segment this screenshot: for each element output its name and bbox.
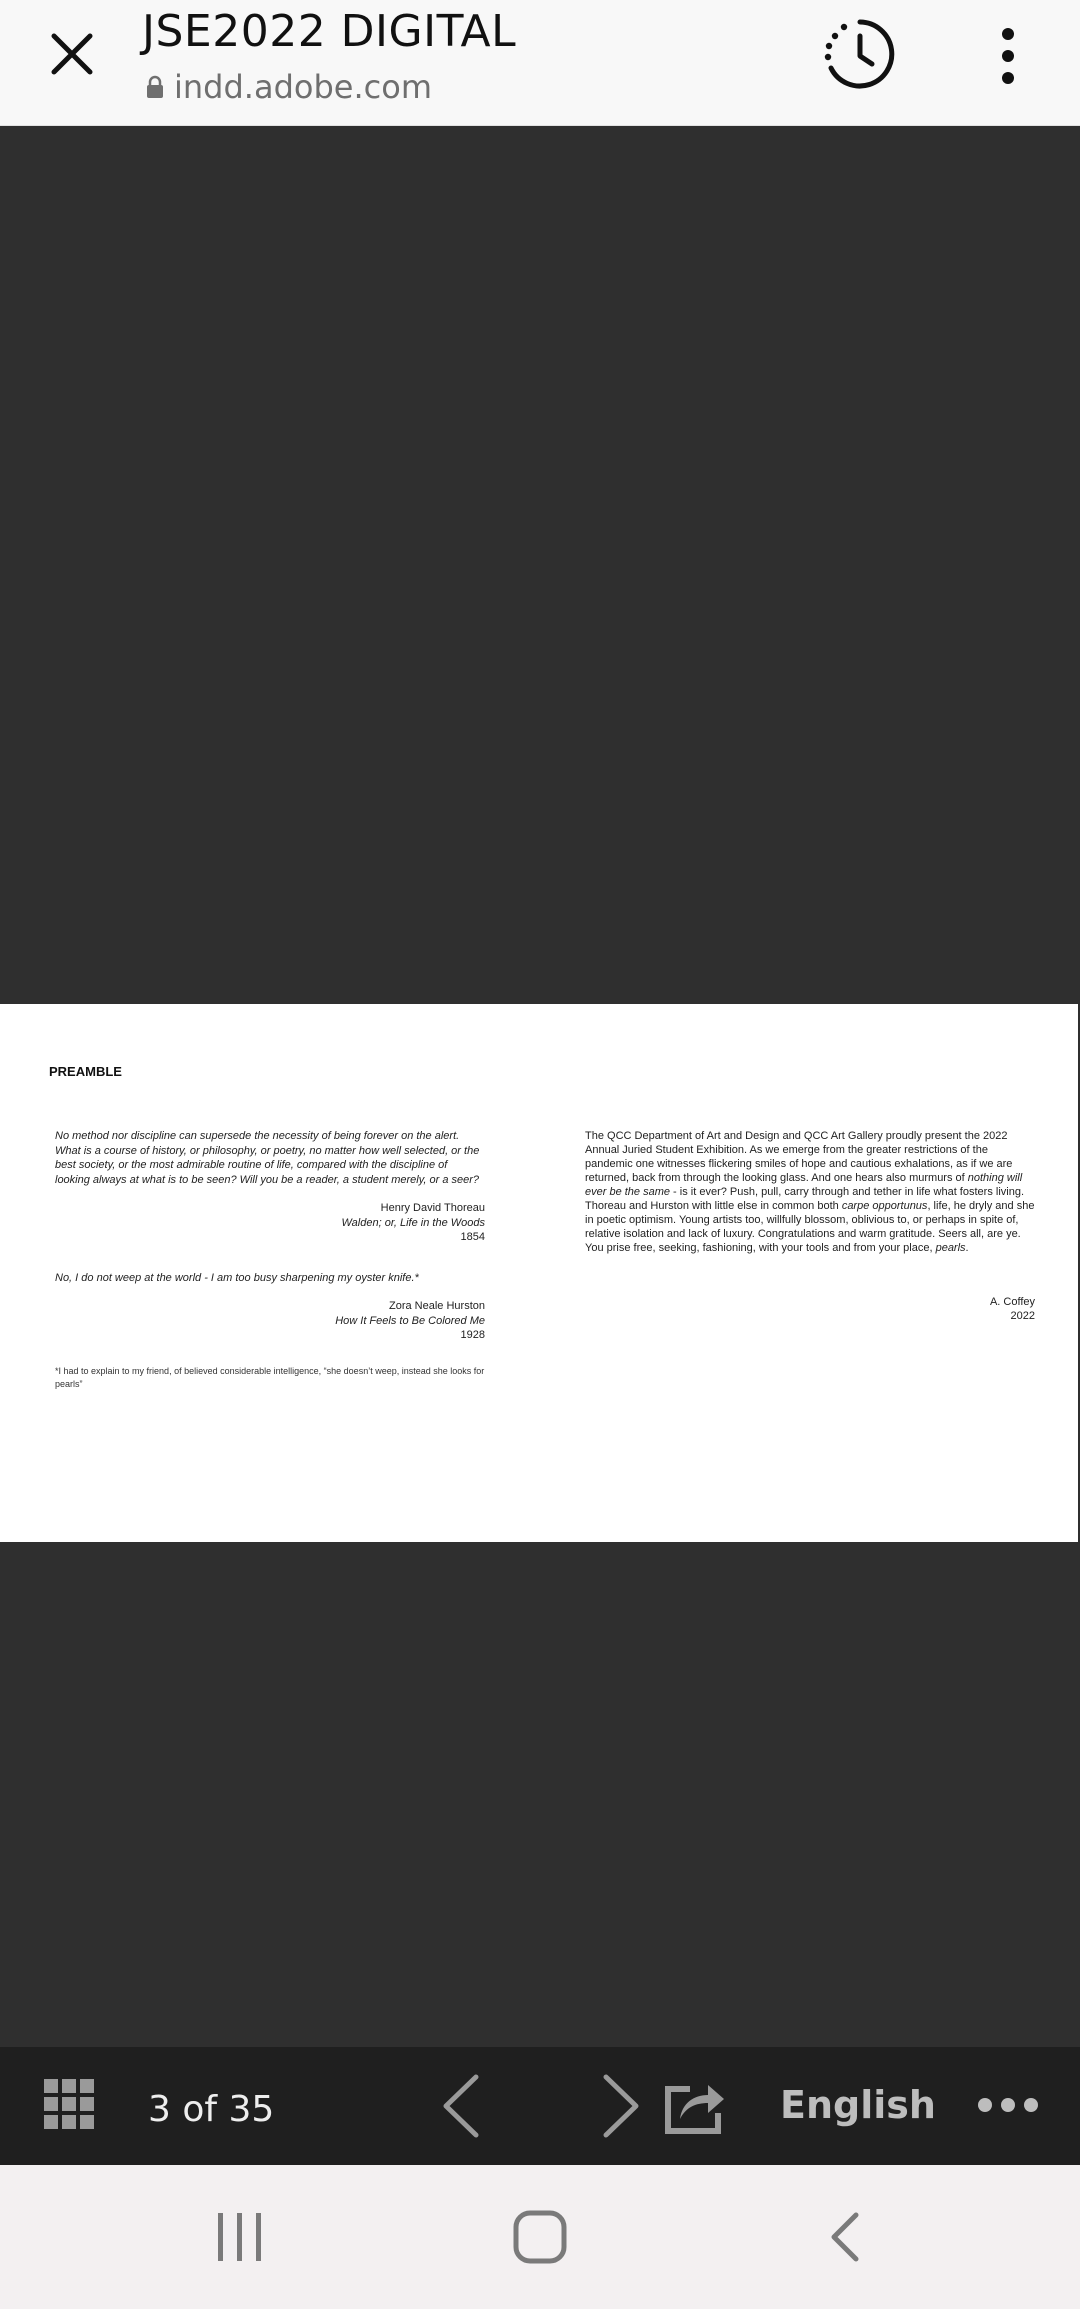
more-horizontal-icon <box>1001 2098 1015 2112</box>
home-button[interactable] <box>510 2207 570 2267</box>
url-text: indd.adobe.com <box>174 68 432 106</box>
system-navigation-bar <box>0 2165 1080 2309</box>
chevron-right-icon <box>590 2073 650 2139</box>
close-button[interactable] <box>38 20 106 88</box>
thoreau-year: 1854 <box>460 1231 485 1243</box>
lock-icon <box>146 75 164 99</box>
left-column <box>55 1129 485 1391</box>
browser-header <box>0 0 1080 126</box>
home-icon <box>510 2207 570 2267</box>
more-options-button[interactable] <box>982 18 1034 94</box>
footnote: *I had to explain to my friend, of believed considerable intelligence, “she doesn’t weep, instead she looks for pearls” <box>55 1365 485 1389</box>
thoreau-author: Henry David Thoreau <box>380 1202 485 1214</box>
hurston-attribution <box>55 1299 485 1343</box>
share-icon <box>664 2075 728 2135</box>
page-grid-button[interactable] <box>42 2077 102 2137</box>
thoreau-work: Walden; or, Life in the Woods <box>341 1216 485 1229</box>
signature-block <box>585 1295 1035 1323</box>
reader-toolbar <box>0 2047 1080 2165</box>
section-heading: PREAMBLE <box>49 1064 122 1079</box>
more-horizontal-icon <box>1024 2098 1038 2112</box>
language-selector[interactable]: English <box>780 2083 936 2127</box>
intro-paragraph: The QCC Department of Art and Design and QCC Art Gallery proudly present the 2022 Annual Juried Student Exhibition. As we emerge from the greater restrictions of the pandemic one witnesses flickering smiles of hope and cautious exhalations, as if we are returned, back from through the looking glass. And one hears also murmurs of nothing will ever be the same - is it ever? Push, pull, carry through and tether in life what fosters living. Thoreau and Hurston with little else in common both carpe opportunus, life, he dryly and she in poetic optimism. Young artists too, willfully blossom, oblivious to, or perhaps in spite of, relative isolation and lack of luxury. Congratulations and warm gratitude. Seers all, are ye. You prise free, seeking, fashioning, with your tools and from your place, pearls. <box>585 1130 1035 1254</box>
right-column <box>585 1129 1035 1323</box>
signature-name: A. Coffey <box>989 1296 1035 1308</box>
back-button[interactable] <box>820 2209 870 2265</box>
more-horizontal-icon <box>978 2098 992 2112</box>
page-counter: 3 of 35 <box>148 2089 275 2130</box>
recent-apps-button[interactable] <box>210 2211 270 2263</box>
document-viewer[interactable] <box>0 127 1080 2047</box>
thoreau-attribution <box>55 1201 485 1245</box>
back-icon <box>820 2209 870 2265</box>
history-icon <box>822 16 898 92</box>
grid-icon <box>42 2077 96 2131</box>
recents-icon <box>210 2211 270 2263</box>
url-bar[interactable] <box>146 68 432 106</box>
more-horizontal-button[interactable] <box>978 2093 1038 2117</box>
hurston-quote: No, I do not weep at the world - I am too busy sharpening my oyster knife.* <box>55 1271 419 1284</box>
share-button[interactable] <box>664 2075 728 2135</box>
chevron-left-icon <box>432 2073 492 2139</box>
hurston-work: How It Feels to Be Colored Me <box>335 1314 485 1327</box>
document-page <box>0 1004 1078 1542</box>
signature-year: 2022 <box>1010 1310 1035 1322</box>
previous-page-button[interactable] <box>432 2073 492 2139</box>
page-title: JSE2022 DIGITAL <box>142 6 517 57</box>
close-icon <box>48 30 96 78</box>
next-page-button[interactable] <box>590 2073 650 2139</box>
history-button[interactable] <box>820 14 900 94</box>
hurston-author: Zora Neale Hurston <box>389 1300 485 1312</box>
hurston-year: 1928 <box>460 1329 485 1341</box>
thoreau-quote: No method nor discipline can supersede the necessity of being forever on the alert. What is a course of history, or philosophy, or poetry, no matter how well selected, or the best society, or the most admirable routine of life, compared with the discipline of looking always at what is to be seen? Will you be a reader, a student merely, or a seer? <box>55 1130 480 1186</box>
more-vertical-icon <box>998 26 1018 86</box>
